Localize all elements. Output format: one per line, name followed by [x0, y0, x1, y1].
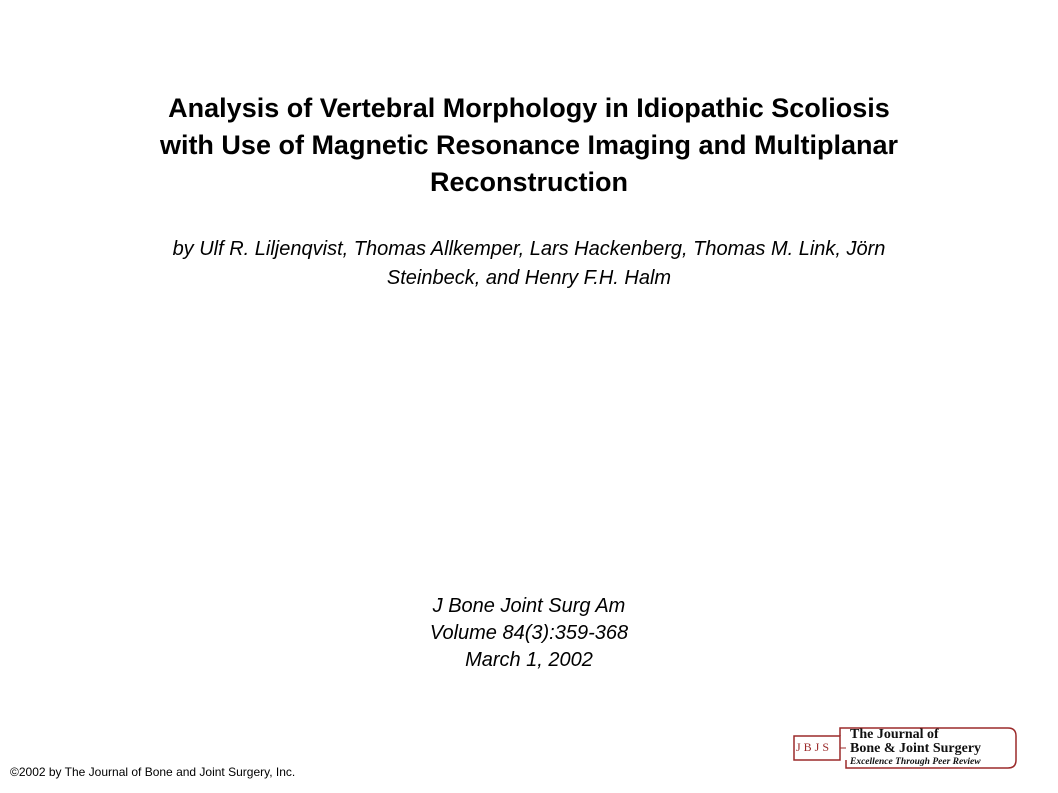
article-title	[40, 90, 1018, 201]
citation-volume: Volume 84(3):359-368	[429, 622, 629, 644]
title-line-1: Analysis of Vertebral Morphology in Idiopathic Scoliosis	[168, 93, 890, 123]
logo-line-2: Bone & Joint Surgery	[850, 741, 982, 756]
citation-journal: J Bone Joint Surg Am	[432, 595, 626, 617]
title-line-2: with Use of Magnetic Resonance Imaging and Multiplanar	[159, 130, 899, 160]
article-authors	[60, 235, 998, 293]
citation-date: March 1, 2002	[465, 649, 593, 671]
logo-mark: JBJS	[796, 740, 833, 754]
jbjs-logo	[792, 726, 1018, 770]
logo-tagline: Excellence Through Peer Review	[850, 757, 981, 767]
logo-line-1: The Journal of	[850, 727, 939, 742]
authors-line-2: Steinbeck, and Henry F.H. Halm	[386, 267, 672, 289]
citation-block	[280, 593, 778, 674]
authors-line-1: by Ulf R. Liljenqvist, Thomas Allkemper, Lars Hackenberg, Thomas M. Link, Jörn	[172, 238, 886, 260]
title-line-3: Reconstruction	[429, 167, 629, 197]
copyright-notice: ©2002 by The Journal of Bone and Joint Surgery, Inc.	[10, 765, 296, 779]
